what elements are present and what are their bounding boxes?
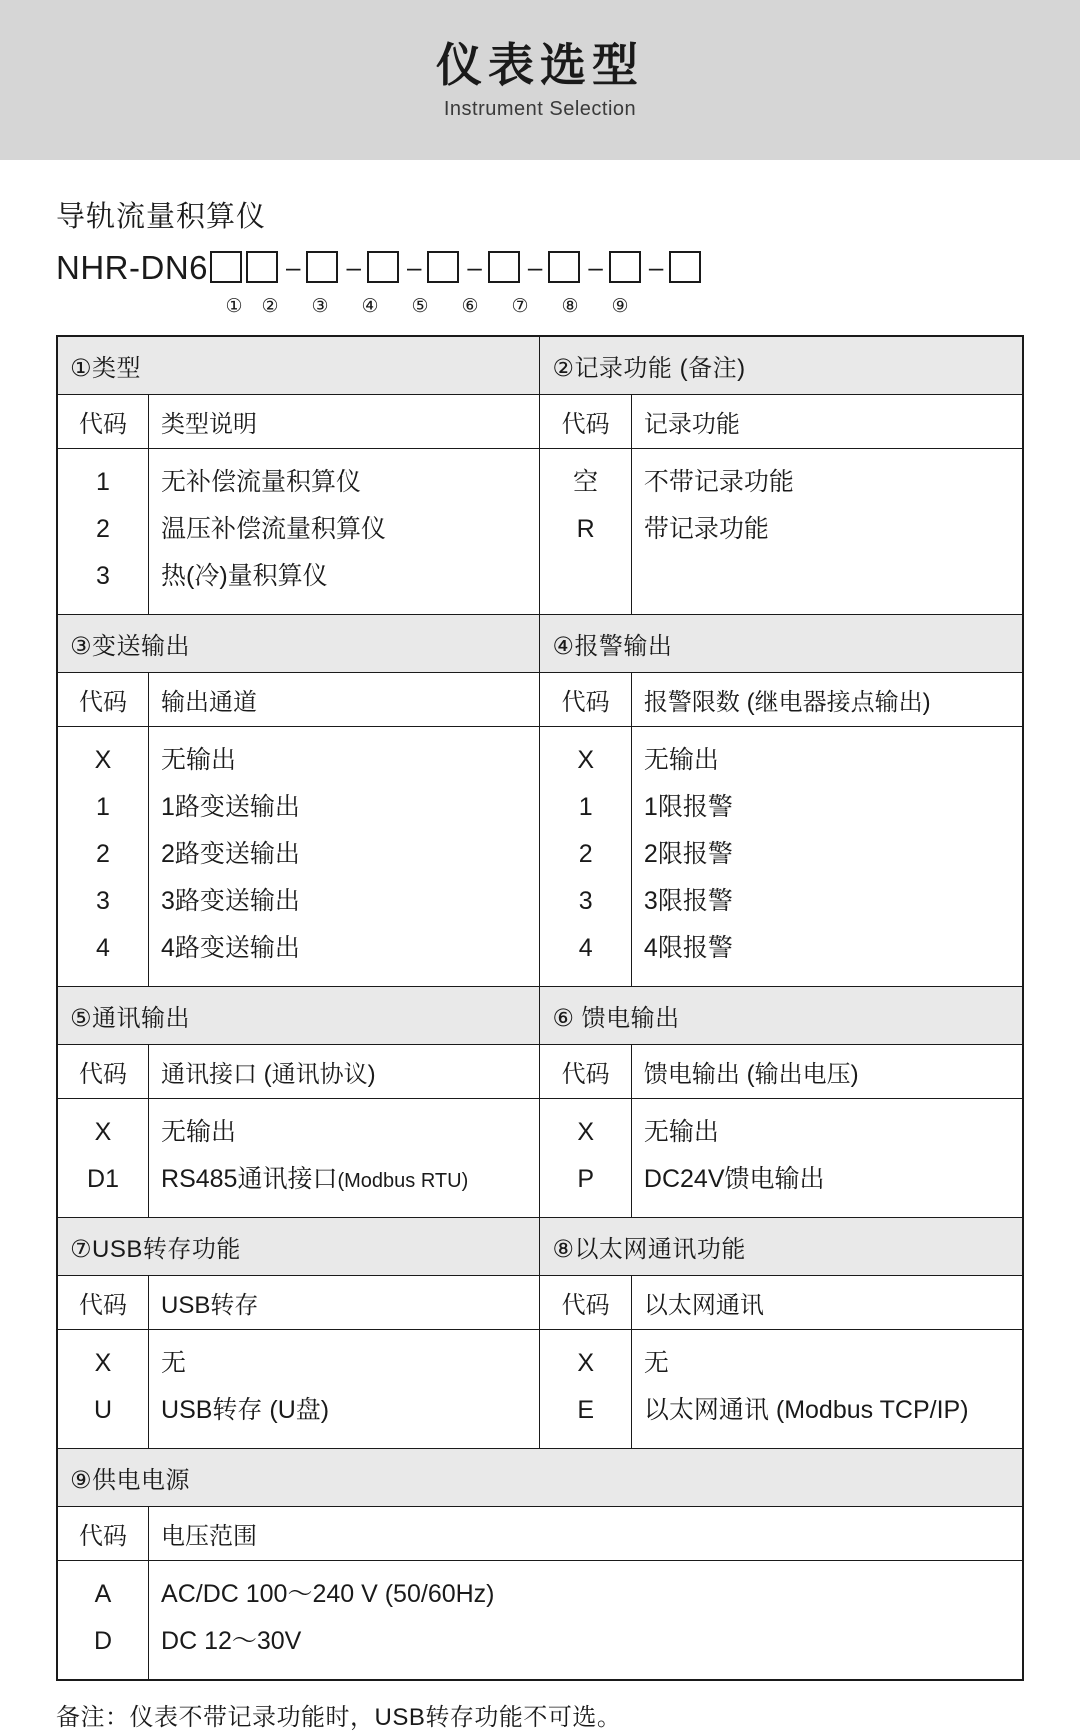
section-heading-4: ④报警输出 <box>540 615 1023 673</box>
list-item: 1路变送输出 <box>161 793 300 821</box>
list-item: 1 <box>578 793 593 821</box>
desc-list-5 <box>149 1099 540 1218</box>
table-row <box>57 1045 1023 1099</box>
section-heading-3: ③变送输出 <box>57 615 540 673</box>
col-header-desc-5: 通讯接口 (通讯协议) <box>149 1045 540 1099</box>
dash-6: – <box>588 252 603 282</box>
list-item: 2限报警 <box>643 840 733 868</box>
code-list-7 <box>57 1330 149 1449</box>
table-row <box>57 336 1023 395</box>
code-list-5 <box>57 1099 149 1218</box>
list-item: X <box>577 1349 595 1377</box>
model-marker-row <box>56 291 1080 321</box>
code-list-2 <box>540 449 632 615</box>
table-row <box>57 987 1023 1045</box>
selection-table <box>56 335 1024 1681</box>
list-item: 3路变送输出 <box>161 887 300 915</box>
code-box-4 <box>367 251 399 283</box>
marker-3: ③ <box>311 295 329 317</box>
desc-list-1 <box>149 449 540 615</box>
list-item: X <box>94 1349 112 1377</box>
list-item: 3 <box>96 887 110 915</box>
list-item: 4限报警 <box>643 934 733 962</box>
table-row <box>57 1507 1023 1561</box>
table-row <box>57 1276 1023 1330</box>
list-item: X <box>577 1118 595 1146</box>
list-item: P <box>577 1165 595 1193</box>
desc-list-3 <box>149 727 540 987</box>
dash-5: – <box>527 252 543 282</box>
col-header-code-8: 代码 <box>540 1276 632 1330</box>
list-item: USB转存 (U盘) <box>161 1396 330 1424</box>
list-item: 温压补偿流量积算仪 <box>161 515 387 543</box>
desc-list-2 <box>631 449 1023 615</box>
code-box-9 <box>669 251 701 283</box>
code-box-1 <box>210 251 242 283</box>
section-heading-6: ⑥ 馈电输出 <box>540 987 1023 1045</box>
dash-4: – <box>467 252 482 282</box>
marker-2: ② <box>261 295 279 317</box>
col-header-code-3: 代码 <box>57 673 149 727</box>
dash-3: – <box>406 252 422 282</box>
table-row <box>57 395 1023 449</box>
list-item: R <box>576 515 595 543</box>
list-item: 无 <box>161 1349 187 1377</box>
dash-1: – <box>286 252 301 282</box>
code-list-1 <box>57 449 149 615</box>
table-row <box>57 449 1023 615</box>
list-item: U <box>93 1396 113 1424</box>
section-heading-9: ⑨供电电源 <box>57 1449 1023 1507</box>
page-header-banner <box>0 0 1080 160</box>
code-box-2 <box>246 251 278 283</box>
list-item: 1 <box>96 468 110 496</box>
table-row <box>57 1218 1023 1276</box>
list-item: E <box>577 1396 595 1424</box>
list-item: DC24V馈电输出 <box>643 1165 825 1193</box>
list-item: D <box>93 1627 113 1655</box>
list-item <box>161 1109 539 1156</box>
table-row <box>57 1330 1023 1449</box>
code-box-3 <box>306 251 338 283</box>
table-row <box>57 1449 1023 1507</box>
list-item: 3 <box>96 562 110 590</box>
list-item: 4 <box>96 934 110 962</box>
list-item: 空 <box>573 468 599 496</box>
list-item: X <box>94 746 112 774</box>
model-code-area <box>56 194 1080 321</box>
desc-list-8 <box>631 1330 1023 1449</box>
list-item: 3限报警 <box>643 887 733 915</box>
code-box-7 <box>548 251 580 283</box>
desc-list-4 <box>631 727 1023 987</box>
list-item: 以太网通讯 (Modbus TCP/IP) <box>643 1396 969 1424</box>
model-code-row <box>56 245 1080 289</box>
list-item-text: 无输出 <box>161 1118 237 1146</box>
list-item: 无输出 <box>161 746 237 774</box>
code-box-6 <box>488 251 520 283</box>
list-item: 无补偿流量积算仪 <box>161 468 362 496</box>
table-row <box>57 673 1023 727</box>
list-item: 2 <box>96 840 110 868</box>
table-row <box>57 1099 1023 1218</box>
list-item: 无输出 <box>643 746 719 774</box>
model-prefix: NHR-DN6 <box>56 248 208 286</box>
col-header-desc-9: 电压范围 <box>149 1507 1023 1561</box>
list-item: 2 <box>96 515 110 543</box>
table-row <box>57 1561 1023 1681</box>
marker-6: ⑥ <box>461 295 479 317</box>
marker-8: ⑧ <box>561 295 579 317</box>
list-item: 热(冷)量积算仪 <box>161 562 328 590</box>
list-item: 2 <box>578 840 593 868</box>
table-row <box>57 615 1023 673</box>
table-row <box>57 727 1023 987</box>
marker-5: ⑤ <box>411 295 429 317</box>
col-header-desc-2: 记录功能 <box>631 395 1023 449</box>
list-item: 4路变送输出 <box>161 934 300 962</box>
col-header-desc-1: 类型说明 <box>149 395 540 449</box>
col-header-code-6: 代码 <box>540 1045 632 1099</box>
marker-9: ⑨ <box>611 295 629 317</box>
list-item: 带记录功能 <box>643 515 769 543</box>
marker-7: ⑦ <box>511 295 529 317</box>
desc-list-7 <box>149 1330 540 1449</box>
code-list-3 <box>57 727 149 987</box>
list-item: 无输出 <box>643 1118 719 1146</box>
list-item: 4 <box>578 934 593 962</box>
section-heading-2: ②记录功能 (备注) <box>540 336 1023 395</box>
list-item: 不带记录功能 <box>643 468 794 496</box>
page-title: 仪表选型 <box>436 39 644 92</box>
code-list-4 <box>540 727 632 987</box>
product-name: 导轨流量积算仪 <box>56 201 267 233</box>
dash-7: – <box>648 252 664 282</box>
dash-2: – <box>346 252 361 282</box>
list-item: X <box>577 746 595 774</box>
list-item: AC/DC 100～240 V (50/60Hz) <box>161 1580 495 1608</box>
list-item: 1 <box>96 793 110 821</box>
list-item: 1限报警 <box>643 793 733 821</box>
code-list-6 <box>540 1099 632 1218</box>
col-header-desc-7: USB转存 <box>149 1276 540 1330</box>
col-header-desc-4: 报警限数 (继电器接点输出) <box>631 673 1023 727</box>
section-heading-5: ⑤通讯输出 <box>57 987 540 1045</box>
list-item <box>161 1156 539 1203</box>
footnote: 备注：仪表不带记录功能时，USB转存功能不可选。 <box>56 1704 622 1731</box>
code-box-8 <box>609 251 641 283</box>
section-heading-7: ⑦USB转存功能 <box>57 1218 540 1276</box>
col-header-desc-8: 以太网通讯 <box>631 1276 1023 1330</box>
section-heading-1: ①类型 <box>57 336 540 395</box>
code-list-9 <box>57 1561 149 1681</box>
col-header-code-2: 代码 <box>540 395 632 449</box>
marker-4: ④ <box>361 295 379 317</box>
col-header-code-4: 代码 <box>540 673 632 727</box>
col-header-code-5: 代码 <box>57 1045 149 1099</box>
col-header-desc-6: 馈电输出 (输出电压) <box>631 1045 1023 1099</box>
section-heading-8: ⑧以太网通讯功能 <box>540 1218 1023 1276</box>
col-header-code-7: 代码 <box>57 1276 149 1330</box>
list-item-text: RS485通讯接口 <box>161 1165 338 1193</box>
marker-1: ① <box>225 295 243 317</box>
list-item-note: (Modbus RTU) <box>337 1170 469 1192</box>
list-item: X <box>94 1118 112 1146</box>
col-header-code-9: 代码 <box>57 1507 149 1561</box>
desc-list-6 <box>631 1099 1023 1218</box>
list-item: 3 <box>578 887 593 915</box>
list-item: 无 <box>643 1349 669 1377</box>
list-item: D1 <box>87 1165 119 1193</box>
list-item: A <box>94 1580 112 1608</box>
list-item: 2路变送输出 <box>161 840 300 868</box>
col-header-code-1: 代码 <box>57 395 149 449</box>
code-list-8 <box>540 1330 632 1449</box>
page-subtitle: Instrument Selection <box>443 97 637 120</box>
list-item: DC 12～30V <box>161 1627 302 1655</box>
col-header-desc-3: 输出通道 <box>149 673 540 727</box>
desc-list-9 <box>149 1561 1023 1681</box>
code-box-5 <box>427 251 459 283</box>
